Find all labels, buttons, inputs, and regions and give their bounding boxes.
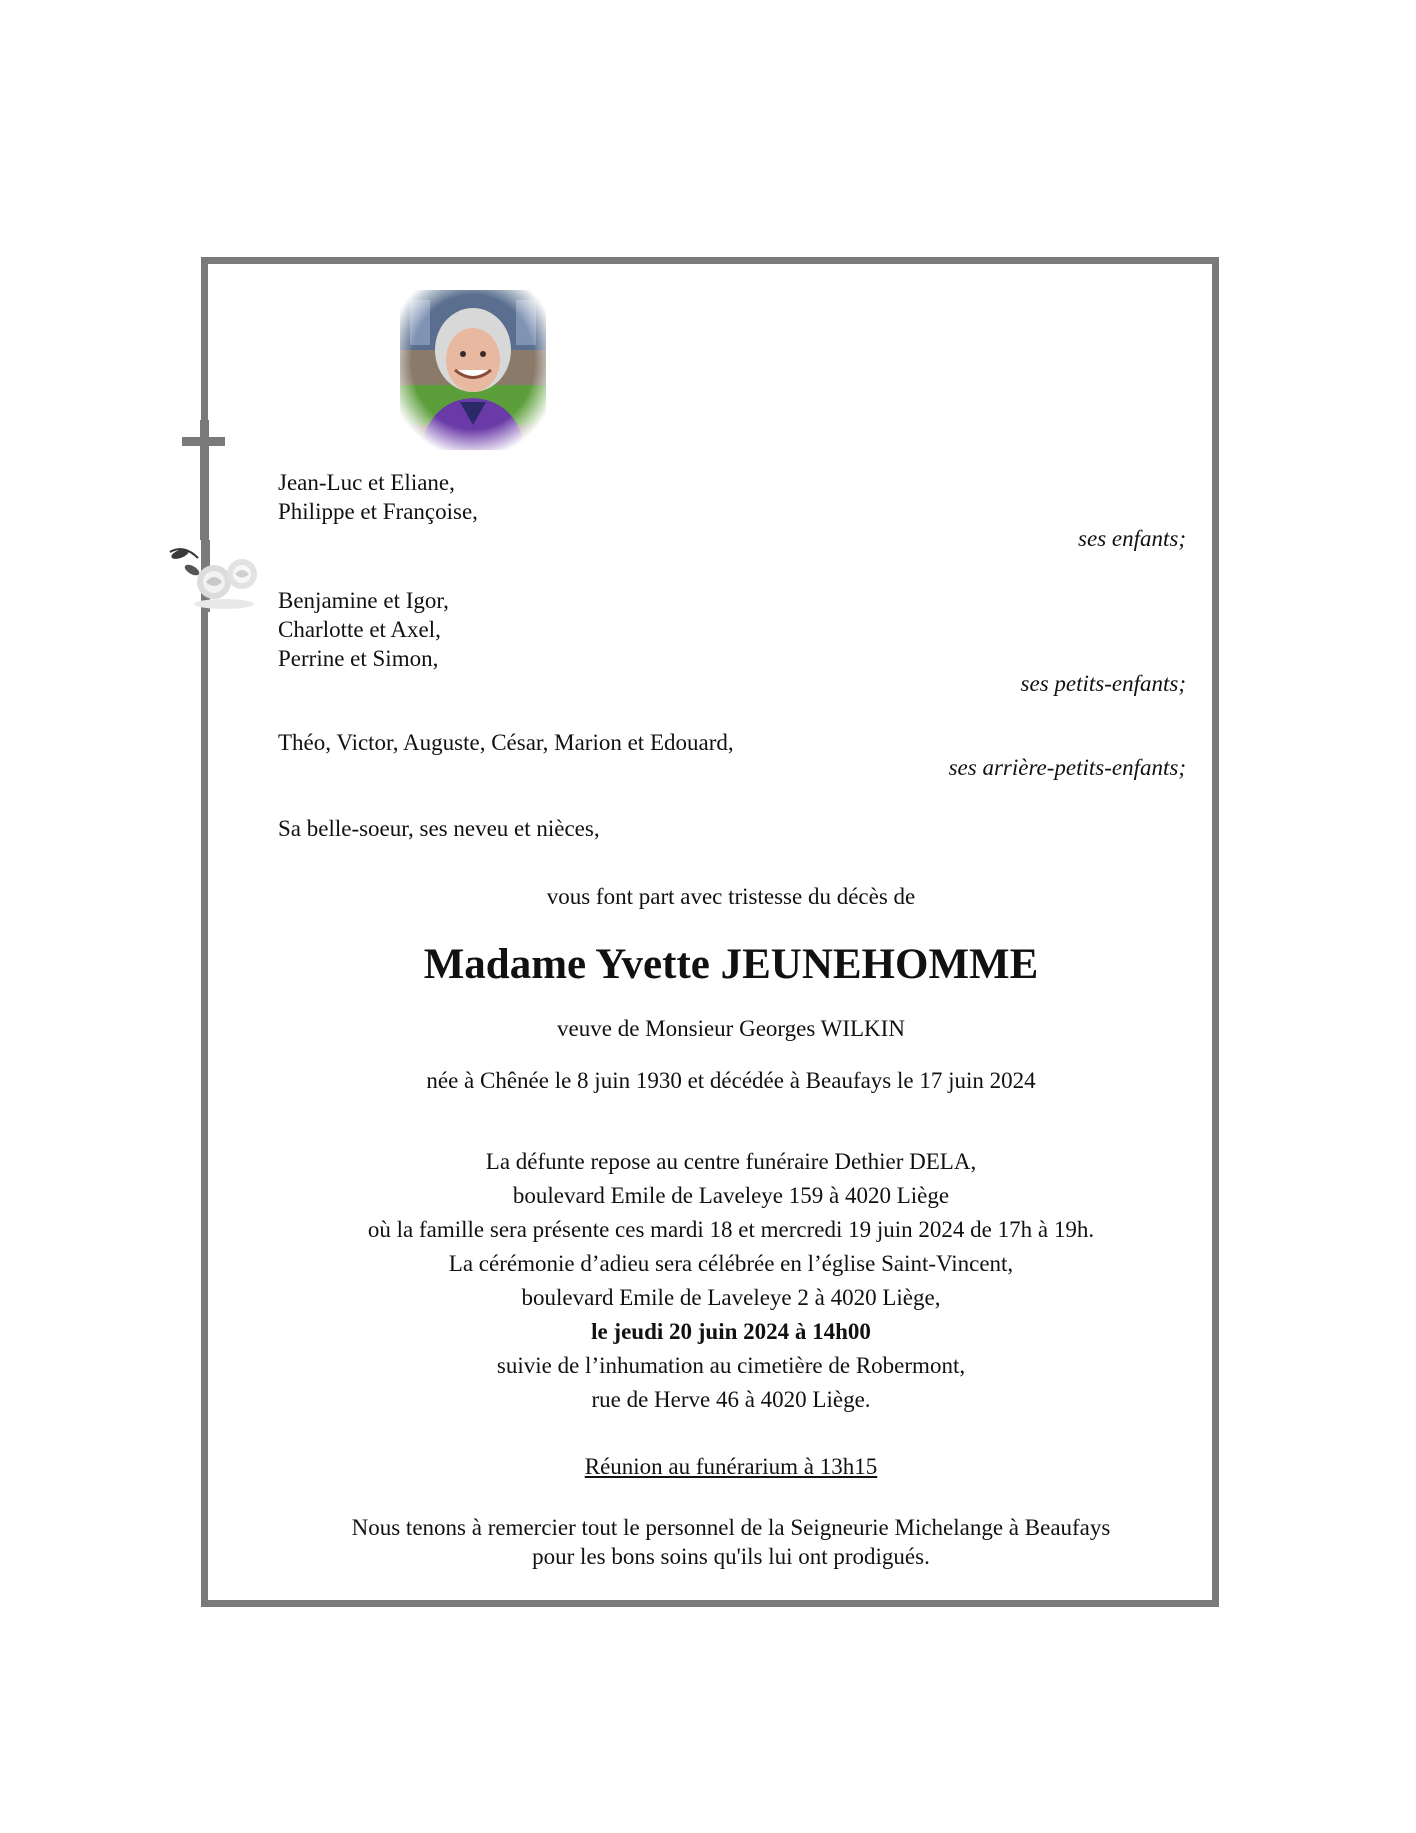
grandchild-2: Charlotte et Axel, [278,617,441,642]
other-relatives [278,814,600,843]
deceased-name: Madame Yvette JEUNEHOMME [423,941,1039,988]
widow-of: veuve de Monsieur Georges WILKIN [557,1016,905,1041]
grandchild-1: Benjamine et Igor, [278,588,449,613]
grandchild-3: Perrine et Simon, [278,646,439,671]
deceased-portrait [400,290,546,450]
grandchildren-names [278,586,449,673]
ceremony-date: le jeudi 20 juin 2024 à 14h00 [591,1319,871,1344]
thanks-line-1: Nous tenons à remercier tout le personnel de la Seigneurie Michelange à Beaufays [351,1515,1111,1540]
great-grandchildren-names [278,728,734,757]
birth-death: née à Chênée le 8 juin 1930 et décédée à Beaufays le 17 juin 2024 [426,1068,1036,1093]
thanks-note [201,1513,1261,1571]
child-1: Jean-Luc et Eliane, [278,470,455,495]
grandchildren-role: ses petits-enfants; [1020,671,1186,696]
great-grandchildren-text: Théo, Victor, Auguste, César, Marion et Edouard, [278,730,734,755]
thanks-line-2: pour les bons soins qu'ils lui ont prodigués. [532,1544,930,1569]
ceremony-line-3: où la famille sera présente ces mardi 18 et mercredi 19 juin 2024 de 17h à 19h. [367,1217,1095,1242]
ceremony-line-5: boulevard Emile de Laveleye 2 à 4020 Liège, [521,1285,941,1310]
ceremony-details [201,1145,1261,1417]
meeting-info [201,1450,1261,1484]
other-relatives-text: Sa belle-soeur, ses neveu et nièces, [278,816,600,841]
great-grandchildren-role: ses arrière-petits-enfants; [948,755,1186,780]
ceremony-line-7: suivie de l’inhumation au cimetière de Robermont, [496,1353,966,1378]
meeting-text: Réunion au funérarium à 13h15 [584,1454,878,1479]
ceremony-line-8: rue de Herve 46 à 4020 Liège. [591,1387,871,1412]
cross-bar [182,437,225,446]
children-role: ses enfants; [1078,526,1186,551]
children-names [278,468,478,526]
announcement-intro: vous font part avec tristesse du décès de [546,884,916,909]
child-2: Philippe et Françoise, [278,499,478,524]
rose-icon [168,540,268,612]
ceremony-line-4: La cérémonie d’adieu sera célébrée en l’église Saint-Vincent, [448,1251,1014,1276]
ceremony-line-2: boulevard Emile de Laveleye 159 à 4020 Liège [512,1183,950,1208]
ceremony-line-1: La défunte repose au centre funéraire Dethier DELA, [485,1149,977,1174]
